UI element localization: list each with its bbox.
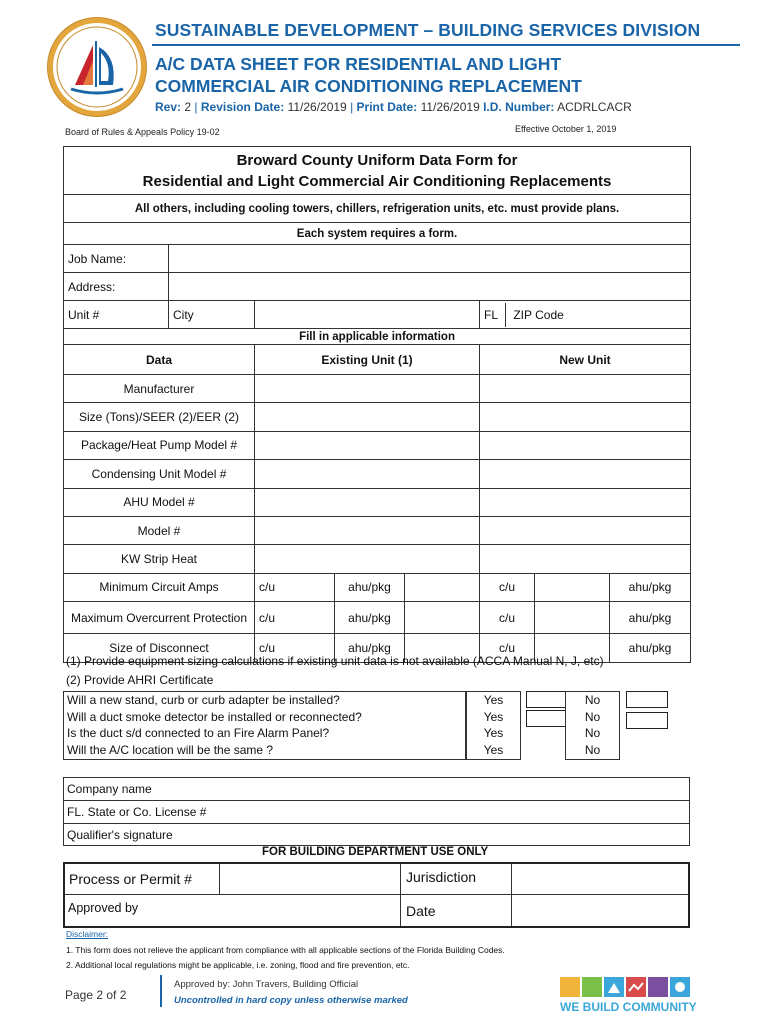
data-row-label: AHU Model # — [64, 488, 255, 516]
state-label: FL — [480, 303, 506, 327]
new-ahu-label: ahu/pkg — [610, 634, 691, 662]
new-ahu-label: ahu/pkg — [610, 573, 691, 601]
existing-unit-field[interactable] — [255, 488, 480, 516]
data-row — [64, 488, 691, 516]
jurisdiction-field[interactable] — [512, 864, 688, 895]
print-date: 11/26/2019 — [420, 100, 480, 114]
data-row — [64, 431, 691, 459]
col-new-header: New Unit — [480, 345, 691, 375]
existing-unit-field[interactable] — [255, 403, 480, 431]
note-2: (2) Provide AHRI Certificate — [66, 673, 214, 687]
amp-row: Size of Disconnect c/u ahu/pkg c/u ahu/pkg — [64, 634, 691, 662]
amp-row-label: Size of Disconnect — [64, 634, 255, 662]
col-existing-header: Existing Unit (1) — [255, 345, 480, 375]
effective-date: Effective October 1, 2019 — [515, 124, 617, 134]
county-seal-logo — [48, 18, 146, 116]
yes-label: Yes — [483, 709, 504, 724]
new-cu-label: c/u — [480, 602, 535, 634]
approved-by-field[interactable] — [65, 895, 400, 926]
unit-label — [64, 301, 169, 329]
new-cu-label: c/u — [480, 573, 535, 601]
no-label: No — [584, 693, 601, 707]
existing-unit-field[interactable] — [255, 545, 480, 573]
form-title-line-2: Residential and Light Commercial Air Conditioning Replacements — [142, 172, 612, 190]
seal-icon — [53, 23, 141, 111]
existing-ahu-label: ahu/pkg — [335, 573, 405, 601]
new-cu-field[interactable] — [535, 602, 610, 634]
no-column — [565, 691, 620, 760]
each-system-note: Each system requires a form. — [64, 223, 691, 245]
no-checkbox-2[interactable] — [626, 712, 668, 729]
existing-ahu-label: ahu/pkg — [335, 634, 405, 662]
title-line-2: COMMERCIAL AIR CONDITIONING REPLACEMENT — [155, 76, 582, 96]
new-unit-field[interactable] — [480, 488, 691, 516]
yes-label: Yes — [483, 742, 504, 757]
yes-label: Yes — [483, 726, 504, 740]
data-form-table — [63, 146, 691, 663]
new-unit-field[interactable] — [480, 403, 691, 431]
disclaimer-2: 2. Additional local regulations might be applicable, i.e. zoning, flood and fire prevention, etc. — [66, 960, 410, 970]
questions-box — [63, 691, 466, 760]
data-row-label: KW Strip Heat — [64, 545, 255, 573]
title-line-1: A/C DATA SHEET FOR RESIDENTIAL AND LIGHT — [155, 54, 562, 74]
address-label: Address: — [64, 273, 169, 301]
no-label: No — [584, 726, 601, 740]
data-row-label: Size (Tons)/SEER (2)/EER (2) — [64, 403, 255, 431]
yes-checkbox-1[interactable] — [526, 691, 566, 708]
print-date-label: Print Date: — [356, 100, 418, 114]
city-label: City — [169, 301, 255, 329]
data-row — [64, 375, 691, 403]
job-name-field[interactable] — [169, 245, 691, 273]
policy-text: Board of Rules & Appeals Policy 19-02 — [65, 127, 220, 137]
qualifier-label: Qualifier's signature — [67, 827, 173, 842]
new-unit-field[interactable] — [480, 545, 691, 573]
community-icons-graphic — [560, 975, 700, 999]
yes-column — [466, 691, 521, 760]
note-1: (1) Provide equipment sizing calculations if existing unit data is not available (ACCA Manual N, J, etc) — [66, 654, 604, 668]
new-ahu-label: ahu/pkg — [610, 602, 691, 634]
header-rule — [152, 44, 740, 46]
disclaimer-1: 1. This form does not relieve the applicant from compliance with all applicable sections of the Florida Building Codes. — [66, 945, 505, 955]
existing-ahu-label: ahu/pkg — [335, 602, 405, 634]
new-unit-field[interactable] — [480, 431, 691, 459]
rev-label: Rev: — [155, 100, 182, 114]
col-data-header: Data — [64, 345, 255, 375]
process-label: Process or Permit # — [65, 864, 220, 895]
company-name-field[interactable] — [64, 778, 690, 801]
zip-label: ZIP Code — [513, 307, 564, 322]
license-field[interactable] — [64, 801, 690, 824]
city-field[interactable] — [255, 301, 480, 329]
footer-divider — [160, 975, 162, 1007]
new-cu-field[interactable] — [535, 573, 610, 601]
data-row-label: Model # — [64, 516, 255, 544]
jurisdiction-label: Jurisdiction — [400, 864, 512, 895]
disclaimer-title: Disclaimer: — [66, 929, 109, 939]
no-checkbox-1[interactable] — [626, 691, 668, 708]
new-unit-field[interactable] — [480, 460, 691, 488]
approved-by-official: Approved by: John Travers, Building Official — [174, 979, 359, 990]
revision-line — [155, 100, 632, 114]
data-row-label: Package/Heat Pump Model # — [64, 431, 255, 459]
yes-label: Yes — [483, 693, 504, 707]
question-2: Will a duct smoke detector be installed or reconnected? — [67, 709, 362, 724]
new-unit-field[interactable] — [480, 516, 691, 544]
id-value: ACDRLCACR — [557, 100, 632, 114]
document-title — [155, 53, 582, 97]
revision-date: 11/26/2019 — [287, 100, 347, 114]
others-note: All others, including cooling towers, chillers, refrigeration units, etc. must provide plans. — [64, 195, 691, 223]
data-row — [64, 460, 691, 488]
state-zip-cell — [480, 301, 691, 329]
amp-row-label: Maximum Overcurrent Protection — [64, 602, 255, 634]
existing-ahu-field[interactable] — [405, 602, 480, 634]
no-label: No — [584, 742, 601, 757]
dept-box — [63, 862, 690, 928]
approved-by-label: Approved by — [68, 901, 139, 915]
question-4: Will the A/C location will be the same ? — [67, 742, 274, 757]
amp-row-label: Minimum Circuit Amps — [64, 573, 255, 601]
id-label: I.D. Number: — [483, 100, 555, 114]
address-field[interactable] — [169, 273, 691, 301]
dept-use-heading: FOR BUILDING DEPARTMENT USE ONLY — [262, 846, 489, 858]
data-row — [64, 403, 691, 431]
page-number: Page 2 of 2 — [65, 988, 127, 1002]
fill-info-row: Fill in applicable information — [64, 329, 691, 345]
separator: | — [350, 100, 354, 114]
separator: | — [194, 100, 198, 114]
rev-value: 2 — [184, 100, 192, 114]
amp-row: Maximum Overcurrent Protection c/u ahu/pkg c/u ahu/pkg — [64, 602, 691, 634]
existing-unit-field[interactable] — [255, 431, 480, 459]
job-name-label: Job Name: — [64, 245, 169, 273]
data-row-label: Manufacturer — [64, 375, 255, 403]
date-label: Date — [400, 895, 512, 926]
date-field[interactable] — [512, 895, 688, 926]
company-table — [63, 777, 690, 846]
existing-unit-field[interactable] — [255, 375, 480, 403]
amp-row: Minimum Circuit Amps c/u ahu/pkg c/u ahu/pkg — [64, 573, 691, 601]
revision-date-label: Revision Date: — [200, 100, 285, 114]
company-name-label: Company name — [67, 782, 152, 796]
question-3: Is the duct s/d connected to an Fire Alarm Panel? — [67, 726, 330, 740]
data-row-label: Condensing Unit Model # — [64, 460, 255, 488]
division-heading: SUSTAINABLE DEVELOPMENT – BUILDING SERVICES DIVISION — [155, 20, 701, 40]
community-icons — [560, 975, 700, 1002]
data-row — [64, 545, 691, 573]
slogan: WE BUILD COMMUNITY — [560, 1000, 697, 1014]
new-unit-field[interactable] — [480, 375, 691, 403]
existing-ahu-field[interactable] — [405, 573, 480, 601]
unit-label-text: Unit # — [68, 307, 100, 322]
data-row — [64, 516, 691, 544]
question-1: Will a new stand, curb or curb adapter be installed? — [67, 693, 340, 707]
new-cu-label: c/u — [480, 634, 535, 662]
uncontrolled-notice: Uncontrolled in hard copy unless otherwise marked — [174, 995, 408, 1006]
form-title-line-1: Broward County Uniform Data Form for — [236, 151, 518, 169]
process-field[interactable] — [220, 864, 400, 895]
license-label: FL. State or Co. License # — [67, 805, 207, 819]
qualifier-field[interactable] — [64, 824, 690, 846]
existing-unit-field[interactable] — [255, 516, 480, 544]
existing-unit-field[interactable] — [255, 460, 480, 488]
yes-checkbox-2[interactable] — [526, 710, 566, 727]
no-label: No — [584, 709, 601, 724]
form-title-row — [64, 147, 691, 195]
